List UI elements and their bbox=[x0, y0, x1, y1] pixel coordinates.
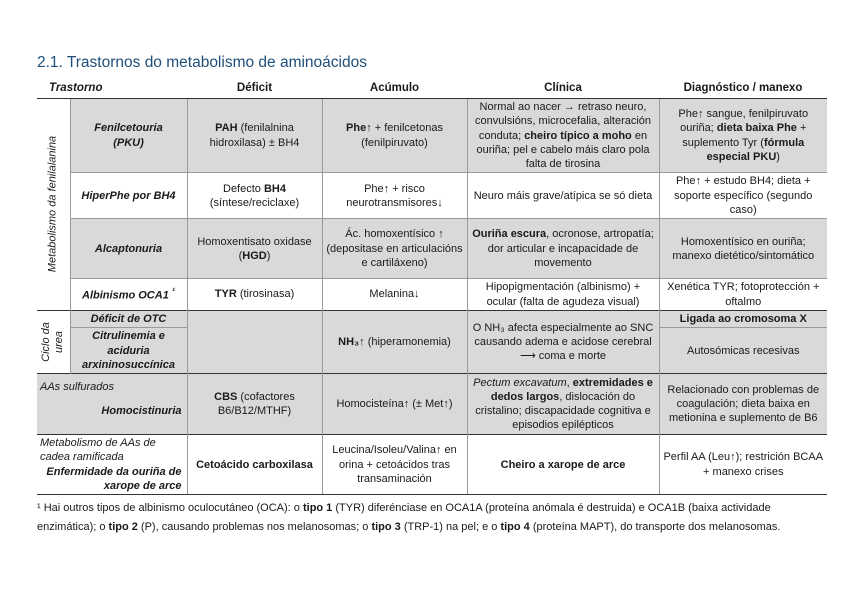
clinica-cell: Pectum excavatum, extremidades e dedos largos, dislocación do cristalino; discapacidade cognitiva e episodios epilépticos bbox=[467, 374, 659, 435]
acumulo-cell: Phe↑ + risco neurotransmisores↓ bbox=[322, 173, 467, 219]
acumulo-cell: Melanina↓ bbox=[322, 279, 467, 311]
table-row bbox=[37, 310, 827, 327]
clinica-cell: Neuro máis grave/atípica se só dieta bbox=[467, 173, 659, 219]
acumulo-cell: NH₃↑ (hiperamonemia) bbox=[322, 310, 467, 373]
header-deficit: Déficit bbox=[187, 80, 322, 98]
amino-acid-disorders-table bbox=[37, 80, 827, 495]
disorder-name: Déficit de OTC bbox=[70, 310, 187, 327]
deficit-cell: Cetoácido carboxilasa bbox=[187, 435, 322, 495]
deficit-cell: CBS (cofactores B6/B12/MTHF) bbox=[187, 374, 322, 435]
table-row bbox=[37, 219, 827, 279]
header-clinica: Clínica bbox=[467, 80, 659, 98]
acumulo-cell: Phe↑ + fenilcetonas (fenilpiruvato) bbox=[322, 98, 467, 172]
clinica-cell: O NH₃ afecta especialmente ao SNC causando adema e acidose cerebral ⟶ coma e morte bbox=[467, 310, 659, 373]
group-label-sulf: AAs sulfurados bbox=[40, 381, 114, 394]
diagnostico-cell: Ligada ao cromosoma X bbox=[659, 310, 827, 327]
acumulo-cell: Leucina/Isoleu/Valina↑ en orina + cetoácidos tras transaminación bbox=[322, 435, 467, 495]
deficit-cell: Defecto BH4 (síntese/reciclaxe) bbox=[187, 173, 322, 219]
deficit-cell: PAH (fenilalnina hidroxilasa) ± BH4 bbox=[187, 98, 322, 172]
diagnostico-cell: Phe↑ + estudo BH4; dieta + soporte específico (segundo caso) bbox=[659, 173, 827, 219]
deficit-cell bbox=[187, 310, 322, 373]
table-row bbox=[37, 374, 827, 435]
section-title: 2.1. Trastornos do metabolismo de aminoácidos bbox=[37, 54, 367, 71]
footnote: ¹ Hai outros tipos de albinismo oculocutáneo (OCA): o tipo 1 (TYR) diferénciase en OCA1A (proteína anómala é destruida) e OCA1B (baixa actividade enzimática); o tipo 2 (P), causando problemas nos melanosomas; o tipo 3 (TRP-1) na pel; e o tipo 4 (proteína MAPT), do transporte dos melanosomas. bbox=[37, 502, 781, 533]
group-label-phe: Metabolismo da fenilalanina bbox=[37, 98, 70, 310]
disorder-name: Citrulinemia e aciduria arxininosuccínica bbox=[70, 328, 187, 374]
header-diagnostico: Diagnóstico / manexo bbox=[659, 80, 827, 98]
clinica-cell: Hipopigmentación (albinismo) + ocular (falta de agudeza visual) bbox=[467, 279, 659, 311]
disorder-name: Albinismo OCA1 $^{^1}$ bbox=[70, 279, 187, 311]
header-trastorno: Trastorno bbox=[37, 80, 187, 98]
diagnostico-cell: Xenética TYR; fotoprotección + oftalmo bbox=[659, 279, 827, 311]
table-row bbox=[37, 173, 827, 219]
clinica-cell: Ouriña escura, ocronose, artropatía; dor articular e incapacidade de movemento bbox=[467, 219, 659, 279]
acumulo-cell: Ác. homoxentísico ↑ (depositase en articulacións e cartiláxeno) bbox=[322, 219, 467, 279]
deficit-cell: TYR (tirosinasa) bbox=[187, 279, 322, 311]
group-label-branched: Metabolismo de AAs de cadea ramificada bbox=[40, 437, 156, 464]
deficit-cell: Homoxentisato oxidase (HGD) bbox=[187, 219, 322, 279]
group-label-urea: Ciclo da urea bbox=[37, 310, 70, 373]
header-acumulo: Acúmulo bbox=[322, 80, 467, 98]
table-row bbox=[37, 435, 827, 495]
clinica-cell: Normal ao nacer → retraso neuro, convulsións, microcefalia, alteración conduta; cheiro típico a moho en ouriña; pel e cabelo máis claro pola falta de tirosina bbox=[467, 98, 659, 172]
clinica-cell: Cheiro a xarope de arce bbox=[467, 435, 659, 495]
table-row bbox=[37, 98, 827, 172]
disorder-name: Metabolismo de AAs de cadea ramificada Enfermidade da ouriña de xarope de arce bbox=[37, 435, 187, 495]
table-header bbox=[37, 80, 827, 98]
diagnostico-cell: Autosómicas recesivas bbox=[659, 328, 827, 374]
table-row bbox=[37, 279, 827, 311]
disorder-name: AAs sulfurados Homocistinuria bbox=[37, 374, 187, 435]
diagnostico-cell: Phe↑ sangue, fenilpiruvato ouriña; dieta baixa Phe + suplemento Tyr (fórmula especial PKU) bbox=[659, 98, 827, 172]
diagnostico-cell: Homoxentísico en ouriña; manexo dietético/sintomático bbox=[659, 219, 827, 279]
disorder-name: Alcaptonuria bbox=[70, 219, 187, 279]
acumulo-cell: Homocisteína↑ (± Met↑) bbox=[322, 374, 467, 435]
diagnostico-cell: Relacionado con problemas de coagulación; dieta baixa en metionina e suplemento de B6 bbox=[659, 374, 827, 435]
disorder-name: HiperPhe por BH4 bbox=[70, 173, 187, 219]
disorder-name: Fenilcetouria (PKU) bbox=[70, 98, 187, 172]
diagnostico-cell: Perfil AA (Leu↑); restrición BCAA + manexo crises bbox=[659, 435, 827, 495]
